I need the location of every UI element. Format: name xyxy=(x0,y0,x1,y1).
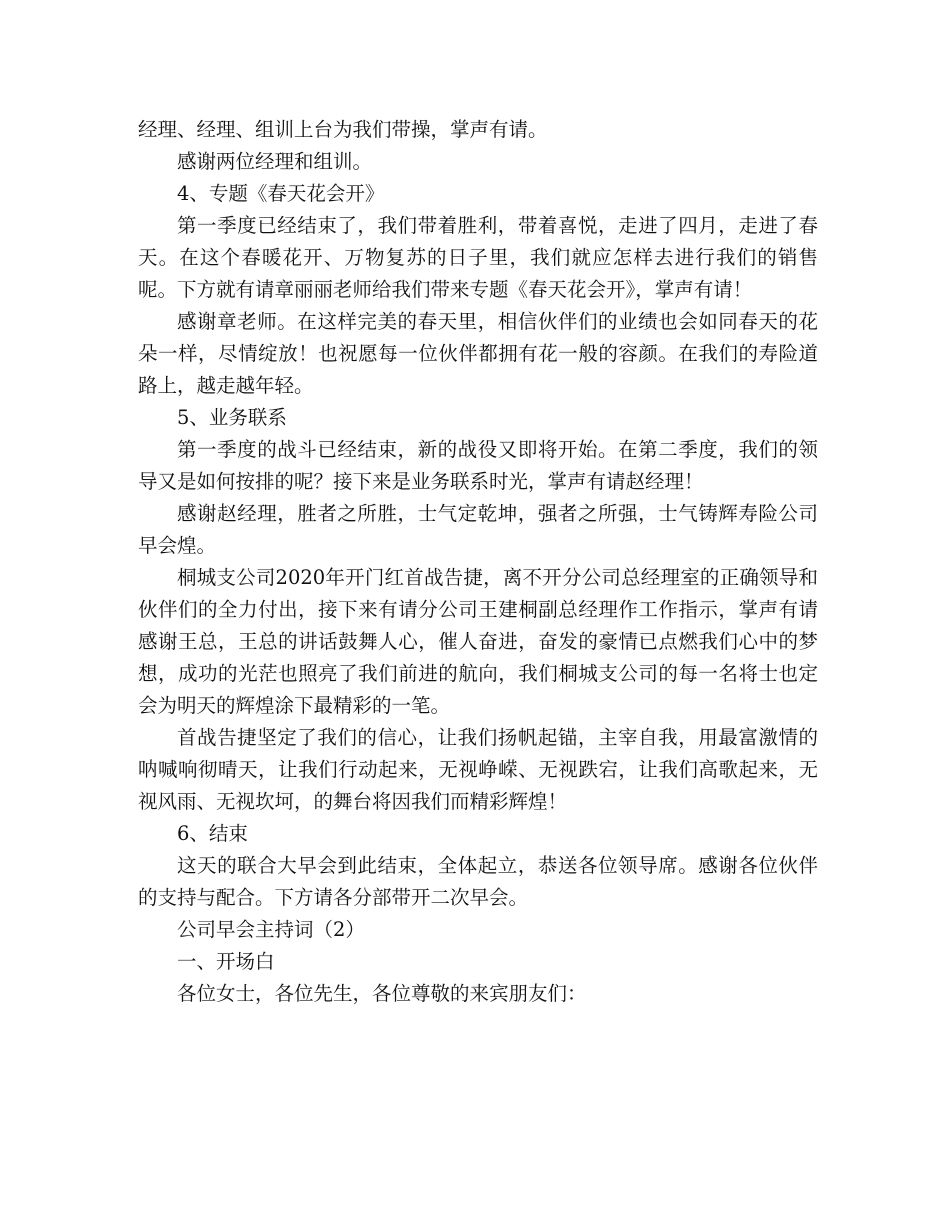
section-heading: 5、业务联系 xyxy=(177,406,287,429)
paragraph: 桐城支公司2020年开门红首战告捷，离不开分公司总经理室的正确领导和伙伴们的全力付出，接下来有请分公司王建桐副总经理作工作指示，掌声有请感谢王总，王总的讲话鼓舞人心，催人奋进，奋发的豪情已点燃我们心中的梦想，成功的光茫也照亮了我们前进的航向，我们桐城支公司的每一名将士也定会为明天的辉煌涂下最精彩的一笔。 xyxy=(138,566,818,717)
paragraph: 感谢章老师。在这样完美的春天里，相信伙伴们的业绩也会如同春天的花朵一样，尽情绽放！也祝愿每一位伙伴都拥有花一般的容颜。在我们的寿险道路上，越走越年轻。 xyxy=(138,310,818,397)
paragraph: 感谢赵经理，胜者之所胜，士气定乾坤，强者之所强，士气铸辉寿险公司早会煌。 xyxy=(138,502,818,557)
paragraph: 这天的联合大早会到此结束，全体起立，恭送各位领导席。感谢各位伙伴的支持与配合。下方请各分部带开二次早会。 xyxy=(138,854,818,909)
paragraph: 第一季度已经结束了，我们带着胜利，带着喜悦，走进了四月，走进了春天。在这个春暖花开、万物复苏的日子里，我们就应怎样去进行我们的销售呢。下方就有请章丽丽老师给我们带来专题《春天花会开》，掌声有请！ xyxy=(138,214,818,301)
paragraph: 各位女士，各位先生，各位尊敬的来宾朋友们： xyxy=(177,982,587,1005)
document-subtitle: 公司早会主持词（2） xyxy=(177,918,365,941)
paragraph: 首战告捷坚定了我们的信心，让我们扬帆起锚，主宰自我，用最富激情的呐喊响彻晴天，让我们行动起来，无视峥嵘、无视跌宕，让我们高歌起来，无视风雨、无视坎坷，的舞台将因我们而精彩辉煌！ xyxy=(138,726,818,813)
paragraph: 感谢两位经理和组训。 xyxy=(177,150,373,173)
section-heading: 6、结束 xyxy=(177,822,248,845)
section-heading: 一、开场白 xyxy=(177,950,275,973)
section-heading: 4、专题《春天花会开》 xyxy=(177,182,385,205)
paragraph: 经理、经理、组训上台为我们带操，掌声有请。 xyxy=(138,118,548,141)
paragraph: 第一季度的战斗已经结束，新的战役又即将开始。在第二季度，我们的领导又是如何按排的呢？接下来是业务联系时光，掌声有请赵经理！ xyxy=(138,438,818,493)
document-page xyxy=(138,114,818,1010)
